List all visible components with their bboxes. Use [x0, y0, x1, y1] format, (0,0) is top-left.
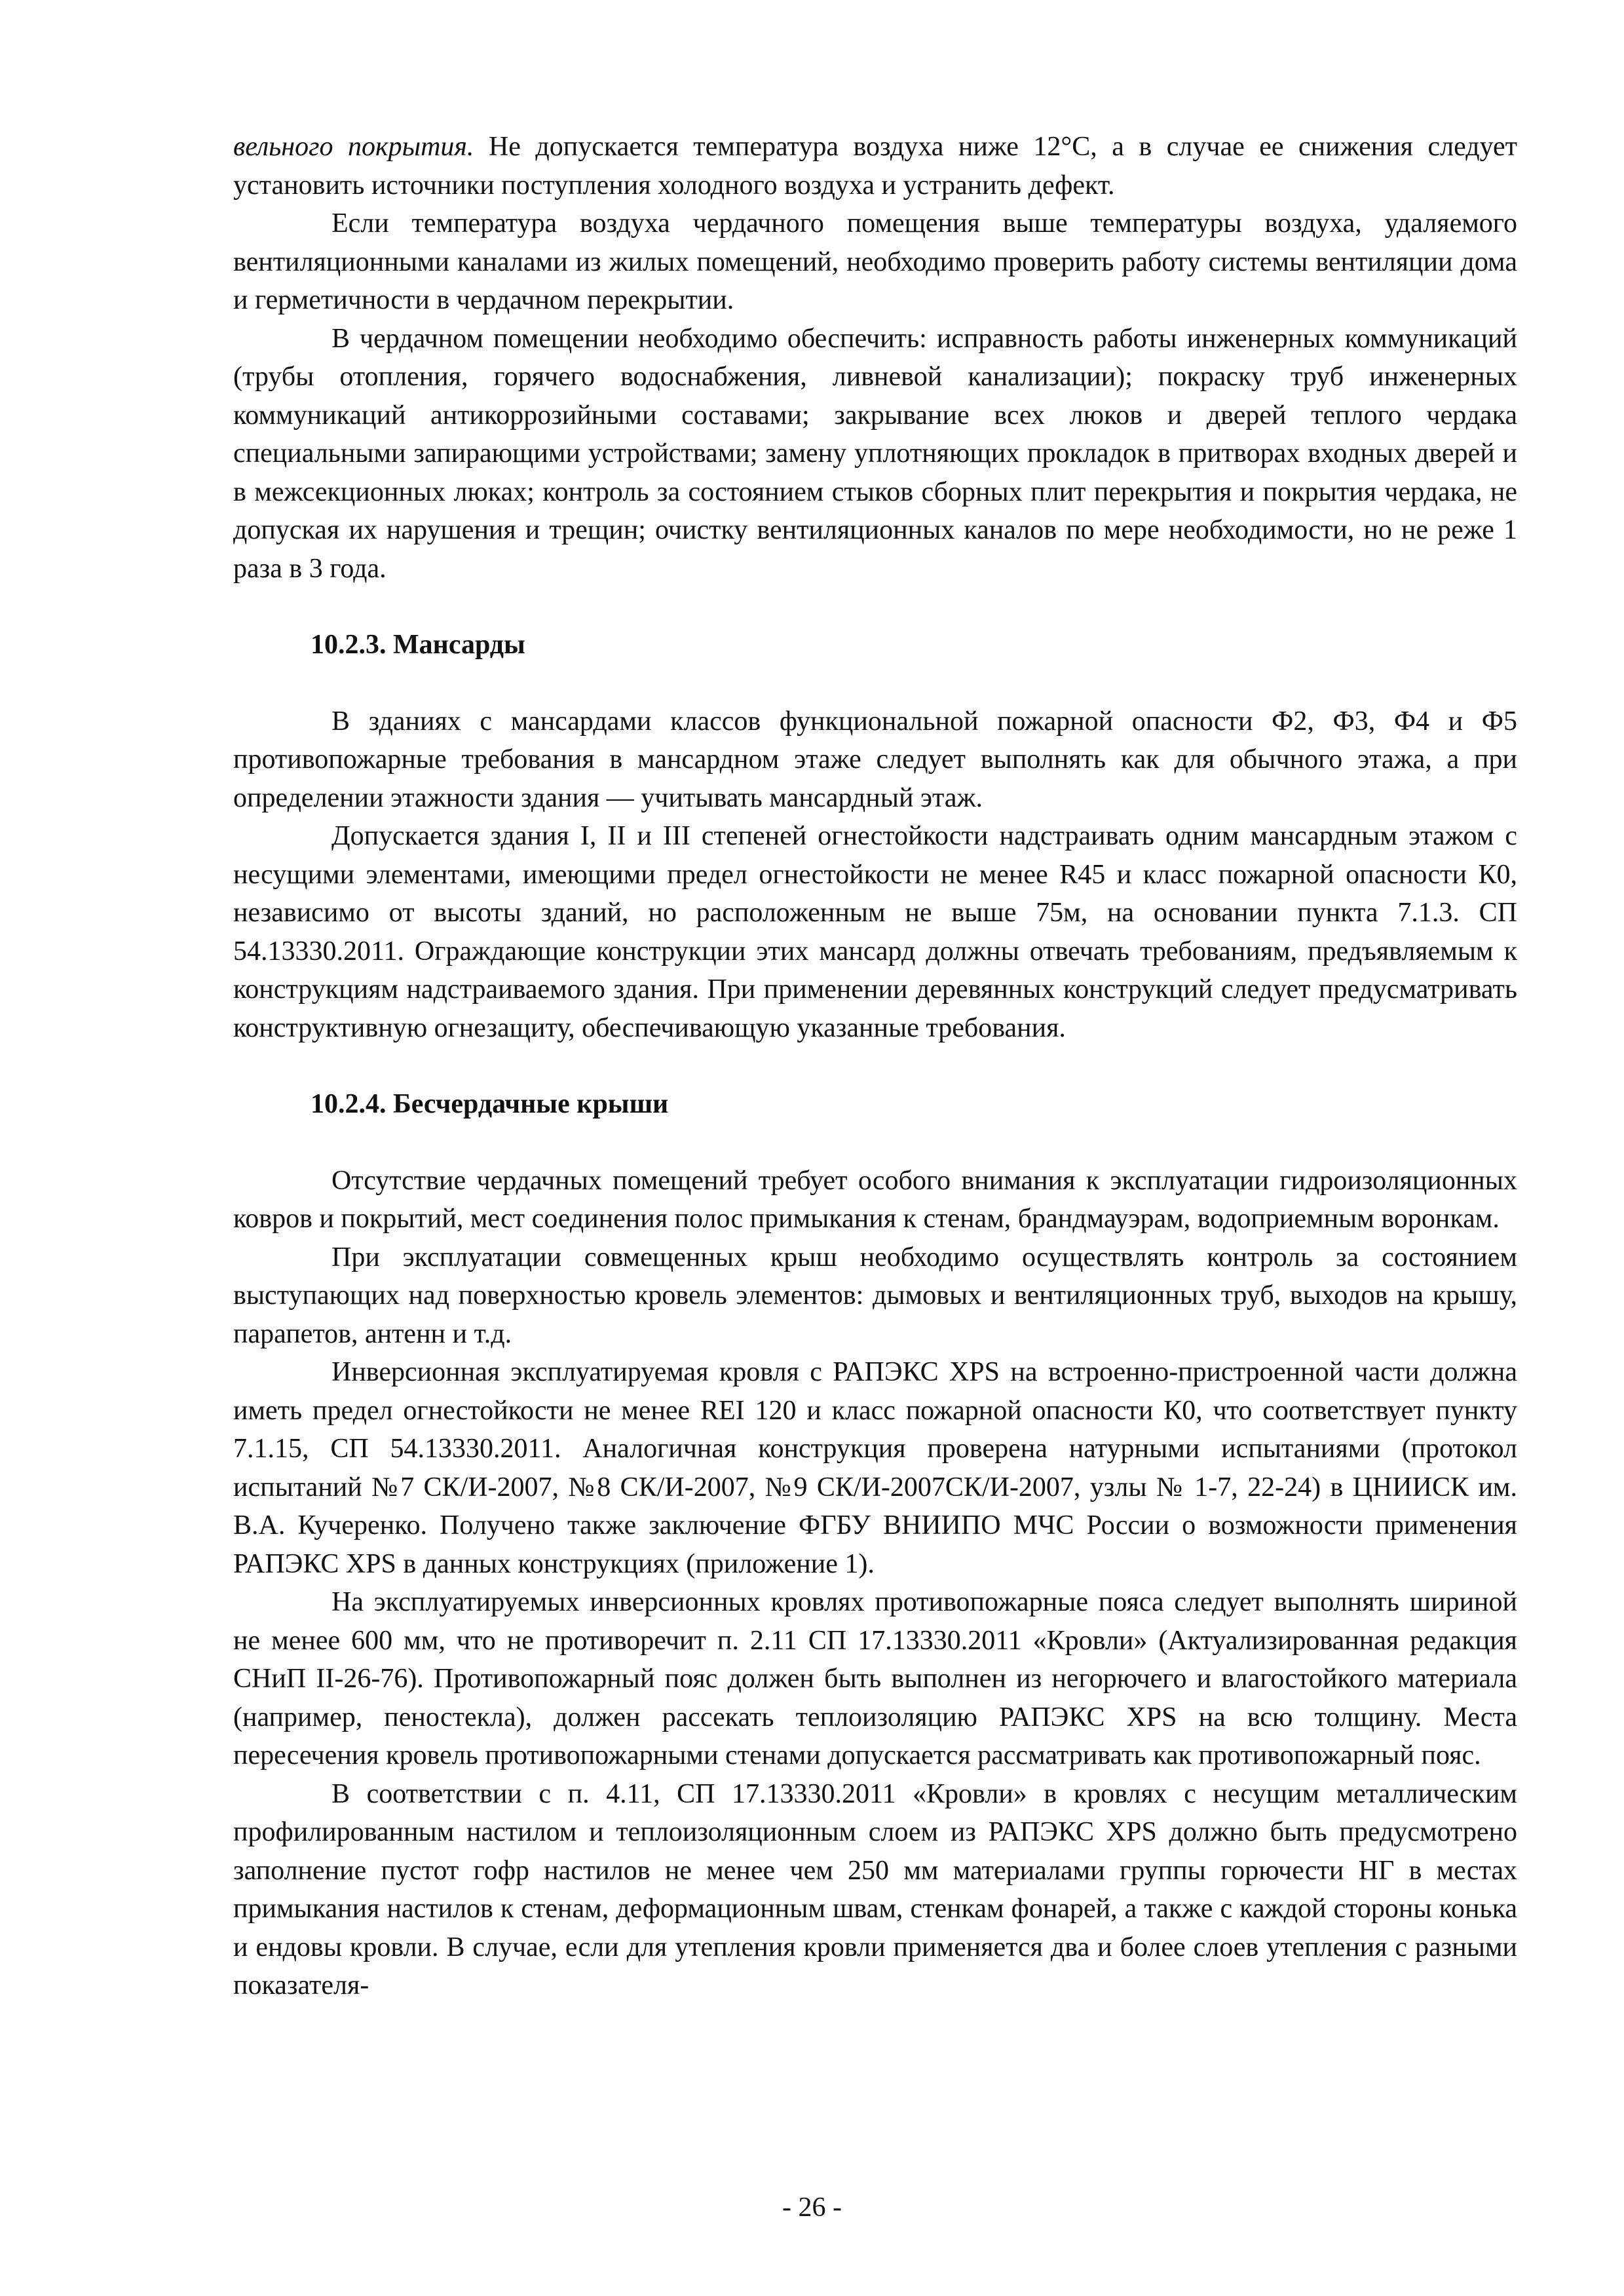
document-page	[233, 128, 1517, 2005]
page-number: - 26 -	[782, 2192, 842, 2223]
paragraph-mansards-2: Допускается здания I, II и III степеней огнестойкости надстраивать одним мансардным этажом с несущими элементами, имеющими предел огнестойкости не менее R45 и класс пожарной опасности К0, независимо от высоты зданий, но расположенным не выше 75м, на основании пункта 7.1.3. СП 54.13330.2011. Ограждающие конструкции этих мансард должны отвечать требованиям, предъявляемым к конструкциям надстраиваемого здания. При применении деревянных конструкций следует предусматривать конструктивную огнезащиту, обеспечивающую указанные требования.	[233, 821, 1517, 1043]
paragraph-roofs-3: Инверсионная эксплуатируемая кровля с РАПЭКС XPS на встроенно-пристроенной части должна иметь предел огнестойкости не менее REI 120 и класс пожарной опасности К0, что соответствует пункту 7.1.15, СП 54.13330.2011. Аналогичная конструкция проверена натурными испытаниями (протокол испытаний №7 СК/И-2007, №8 СК/И-2007, №9 СК/И-2007СК/И-2007, узлы № 1-7, 22-24) в ЦНИИСК им. В.А. Кучеренко. Получено также заключение ФГБУ ВНИИПО МЧС России о возможности применения РАПЭКС XPS в данных конструкциях (приложение 1).	[233, 1357, 1517, 1579]
spacer	[233, 664, 1517, 702]
spacer	[233, 588, 1517, 626]
paragraph-intro-3: В чердачном помещении необходимо обеспечить: исправность работы инженерных коммуникаций (трубы отопления, горячего водоснабжения, ливневой канализации); покраску труб инженерных коммуникаций антикоррозийными составами; закрывание всех люков и дверей теплого чердака специальными запирающими устройствами; замену уплотняющих прокладок в притворах входных дверей и в межсекционных люках; контроль за состоянием стыков сборных плит перекрытия и покрытия чердака, не допуская их нарушения и трещин; очистку вентиляционных каналов по мере необходимости, но не реже 1 раза в 3 года.	[233, 323, 1517, 584]
paragraph-text: Не допускается температура воздуха ниже 12°С, а в случае ее снижения следует установить источники поступления холодного воздуха и устранить дефект.	[233, 132, 1518, 201]
paragraph-intro-2: Если температура воздуха чердачного помещения выше температуры воздуха, удаляемого вентиляционными каналами из жилых помещений, необходимо проверить работу системы вентиляции дома и герметичности в чердачном перекрытии.	[233, 208, 1517, 315]
paragraph-roofs-4: На эксплуатируемых инверсионных кровлях противопожарные пояса следует выполнять шириной не менее 600 мм, что не противоречит п. 2.11 СП 17.13330.2011 «Кровли» (Актуализированная редакция СНиП II-26-76). Противопожарный пояс должен быть выполнен из негорючего и влагостойкого материала (например, пеностекла), должен рассекать теплоизоляцию РАПЭКС XPS на всю толщину. Места пересечения кровель противопожарными стенами допускается рассматривать как противопожарный пояс.	[233, 1587, 1517, 1770]
spacer	[233, 1047, 1517, 1085]
section-heading-mansards: 10.2.3. Мансарды	[311, 630, 525, 660]
paragraph-intro-1	[233, 128, 1517, 204]
paragraph-roofs-5: В соответствии с п. 4.11, СП 17.13330.2011 «Кровли» в кровлях с несущим металлическим профилированным настилом и теплоизоляционным слоем из РАПЭКС XPS должно быть предусмотрено заполнение пустот гофр настилов не менее чем 250 мм материалами группы горючести НГ в местах примыкания настилов к стенам, деформационным швам, стенкам фонарей, а также с каждой стороны конька и ендовы кровли. В случае, если для утепления кровли применяется два и более слоев утепления с разными показателя-	[233, 1778, 1517, 2000]
paragraph-roofs-2: При эксплуатации совмещенных крыш необходимо осуществлять контроль за состоянием выступающих над поверхностью кровель элементов: дымовых и вентиляционных труб, выходов на крышу, парапетов, антенн и т.д.	[233, 1242, 1517, 1349]
paragraph-lead-italic: вельного покрытия.	[233, 132, 474, 162]
section-heading-flat-roofs: 10.2.4. Бесчердачные крыши	[311, 1089, 669, 1119]
paragraph-mansards-1: В зданиях с мансардами классов функциональной пожарной опасности Ф2, Ф3, Ф4 и Ф5 противопожарные требования в мансардном этаже следует выполнять как для обычного этажа, а при определении этажности здания — учитывать мансардный этаж.	[233, 706, 1517, 813]
paragraph-roofs-1: Отсутствие чердачных помещений требует особого внимания к эксплуатации гидроизоляционных ковров и покрытий, мест соединения полос примыкания к стенам, брандмауэрам, водоприемным воронкам.	[233, 1165, 1517, 1234]
spacer	[233, 1124, 1517, 1162]
